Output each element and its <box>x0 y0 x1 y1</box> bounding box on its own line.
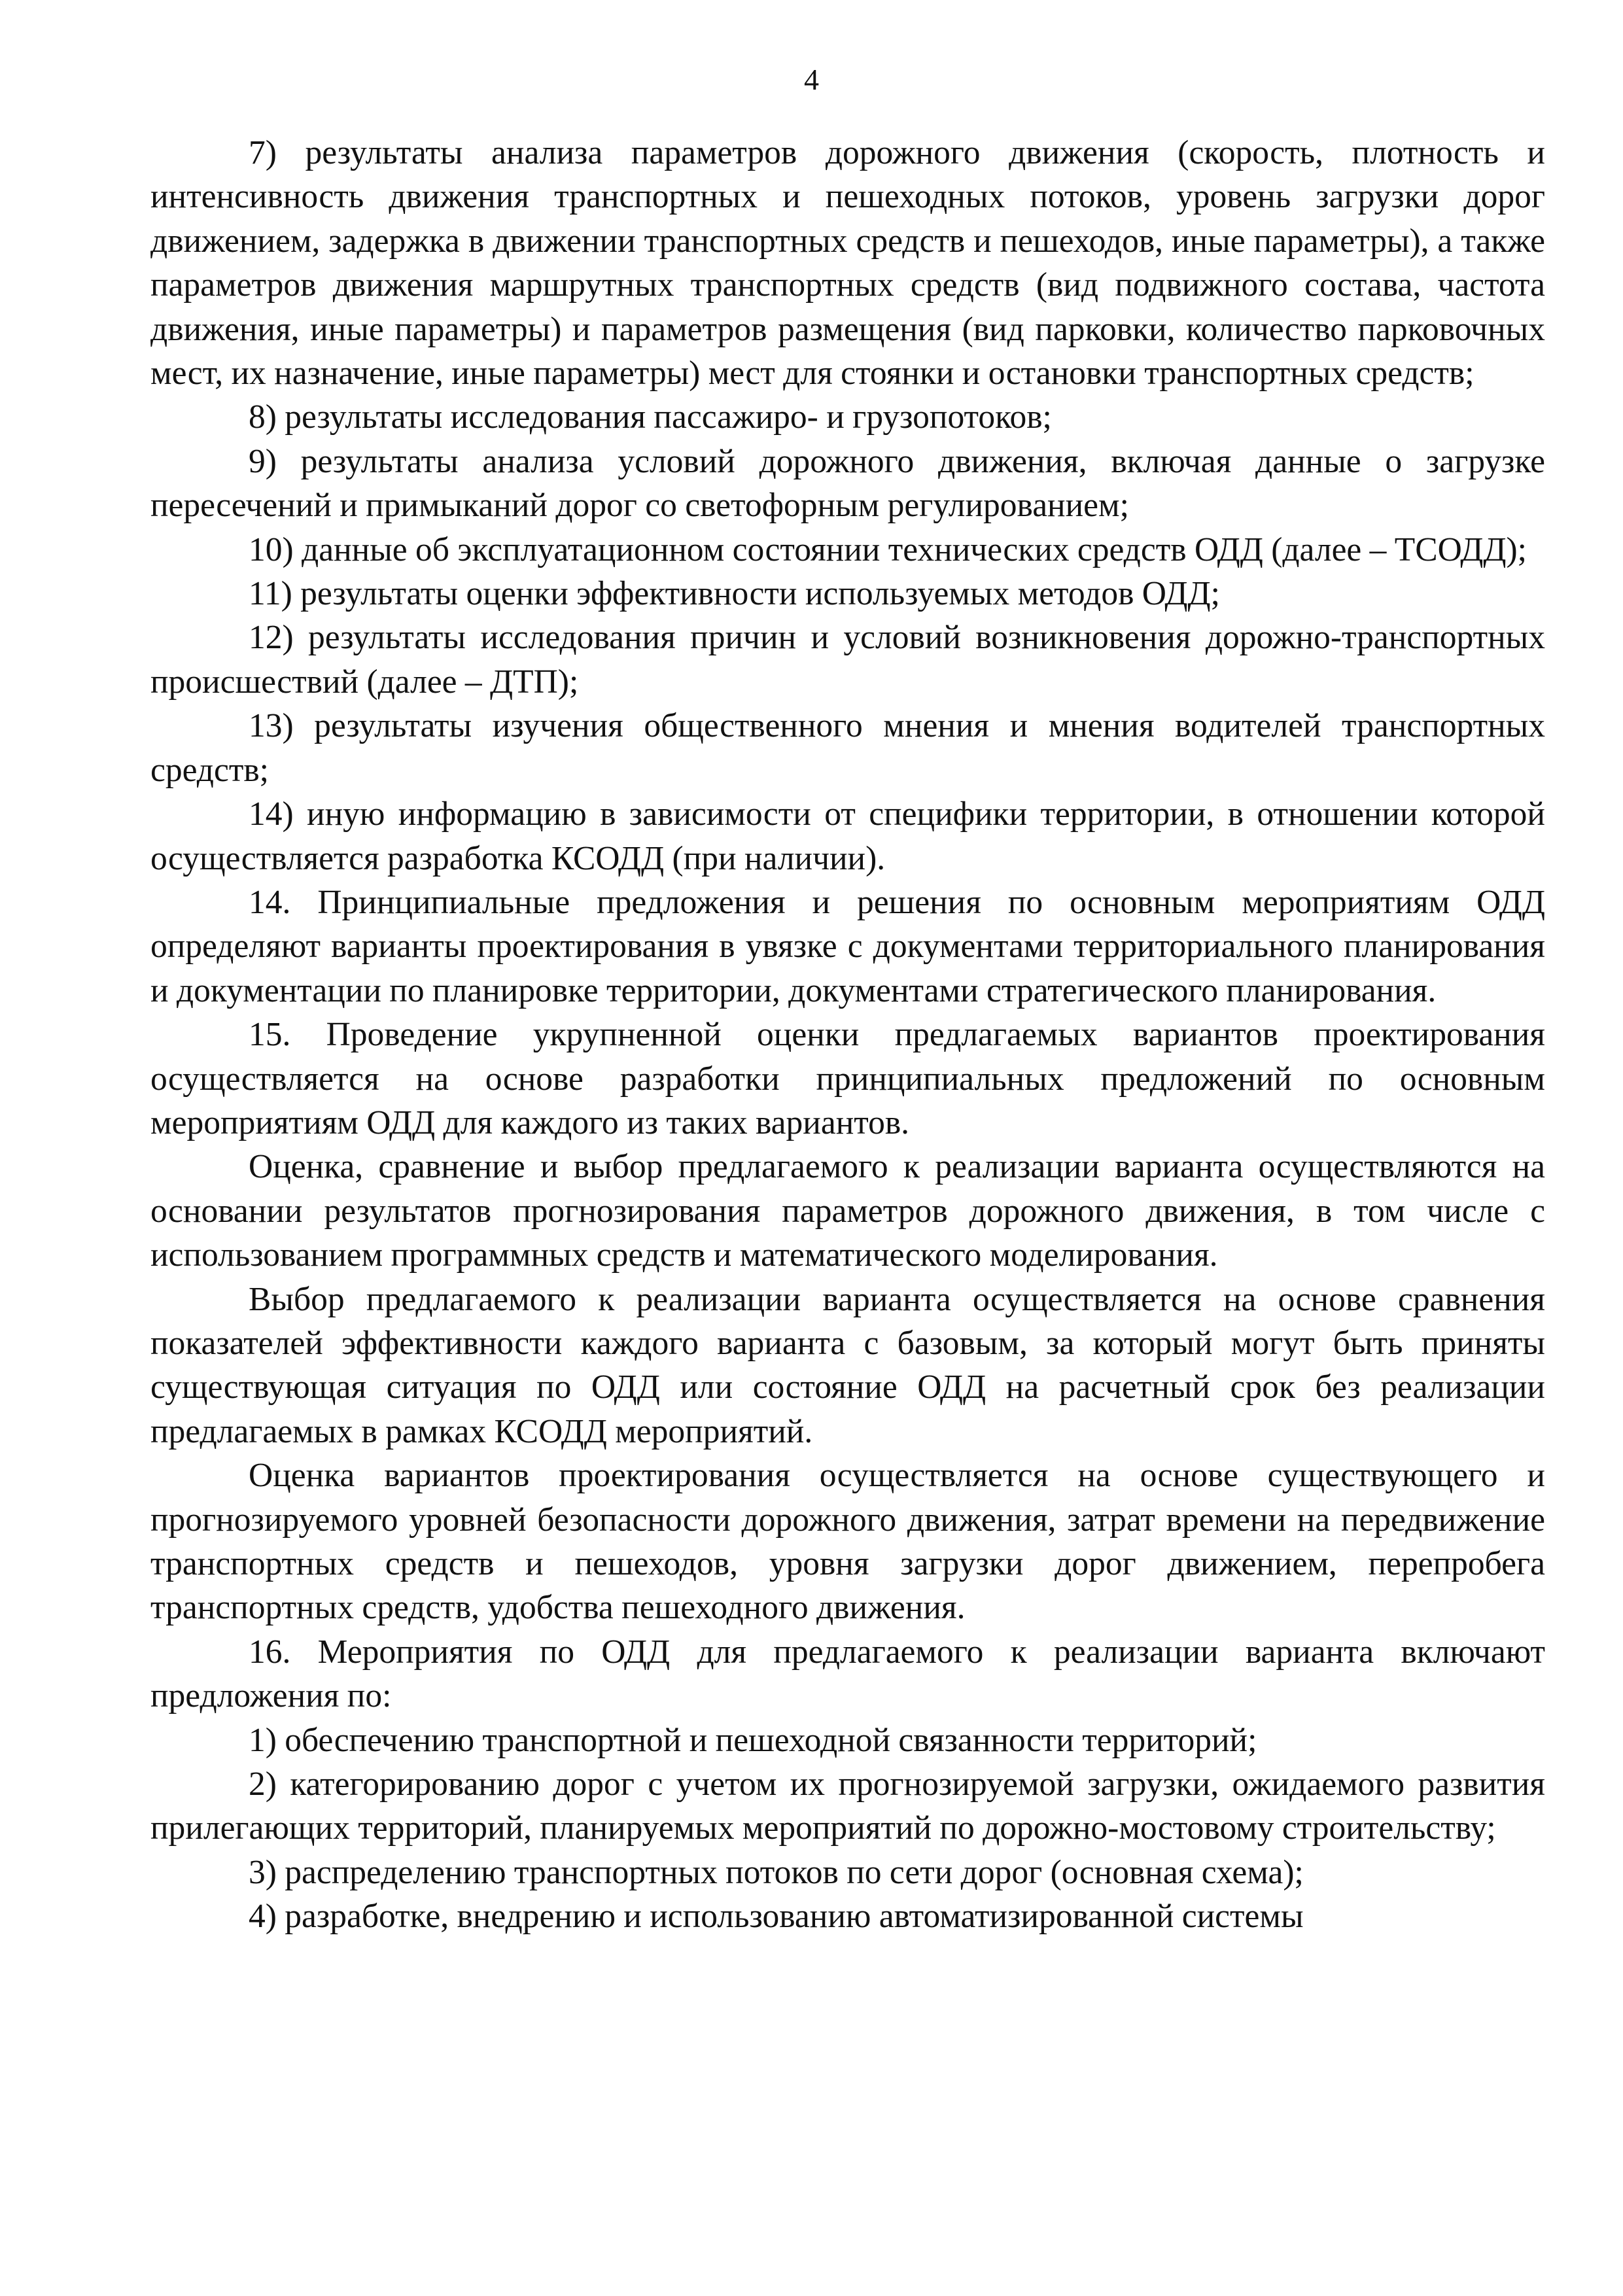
page-number: 4 <box>804 63 819 96</box>
paragraph: 16. Мероприятия по ОДД для предлагаемого к реализации варианта включают предложения по: <box>150 1633 1545 1715</box>
paragraph: 4) разработке, внедрению и использованию автоматизированной системы <box>249 1898 1304 1936</box>
paragraph: 13) результаты изучения общественного мнения и мнения водителей транспортных средств; <box>150 707 1545 789</box>
paragraph: 8) результаты исследования пассажиро- и грузопотоков; <box>249 398 1052 436</box>
paragraph: 9) результаты анализа условий дорожного движения, включая данные о загрузке пересечений и примыканий дорог со светофорным регулированием; <box>150 442 1545 525</box>
paragraph: 10) данные об эксплуатационном состоянии технических средств ОДД (далее – ТСОДД); <box>249 531 1527 568</box>
paragraph: 1) обеспечению транспортной и пешеходной связанности территорий; <box>249 1721 1257 1759</box>
paragraph: Оценка, сравнение и выбор предлагаемого к реализации варианта осуществляются на основании результатов прогнозирования параметров дорожного движения, в том числе с использованием программных средств и математического моделирования. <box>150 1148 1545 1274</box>
paragraph: 14. Принципиальные предложения и решения по основным мероприятиям ОДД определяют варианты проектирования в увязке с документами территориального планирования и документации по планировке территории, документами стратегического планирования. <box>150 883 1545 1009</box>
paragraph: 2) категорированию дорог с учетом их прогнозируемой загрузки, ожидаемого развития прилегающих территорий, планируемых мероприятий по дорожно-мостовому строительству; <box>150 1765 1545 1847</box>
paragraph: Оценка вариантов проектирования осуществляется на основе существующего и прогнозируемого уровней безопасности дорожного движения, затрат времени на передвижение транспортных средств и пешеходов, уровня загрузки дорог движением, перепробега транспортных средств, удобства пешеходного движения. <box>150 1457 1545 1627</box>
paragraph: 14) иную информацию в зависимости от специфики территории, в отношении которой осуществляется разработка КСОДД (при наличии). <box>150 795 1545 877</box>
paragraph: Выбор предлагаемого к реализации варианта осуществляется на основе сравнения показателей эффективности каждого варианта с базовым, за который могут быть приняты существующая ситуация по ОДД или состояние ОДД на расчетный срок без реализации предлагаемых в рамках КСОДД мероприятий. <box>150 1280 1545 1450</box>
paragraph: 7) результаты анализа параметров дорожного движения (скорость, плотность и интенсивность движения транспортных и пешеходных потоков, уровень загрузки дорог движением, задержка в движении транспортных средств и пешеходов, иные параметры), а также параметров движения маршрутных транспортных средств (вид подвижного состава, частота движения, иные параметры) и параметров размещения (вид парковки, количество парковочных мест, их назначение, иные параметры) мест для стоянки и остановки транспортных средств; <box>150 134 1545 392</box>
document-body <box>150 131 1545 1939</box>
paragraph: 11) результаты оценки эффективности используемых методов ОДД; <box>249 575 1220 613</box>
paragraph: 15. Проведение укрупненной оценки предлагаемых вариантов проектирования осуществляется на основе разработки принципиальных предложений по основным мероприятиям ОДД для каждого из таких вариантов. <box>150 1016 1545 1141</box>
paragraph: 3) распределению транспортных потоков по сети дорог (основная схема); <box>249 1853 1304 1891</box>
paragraph: 12) результаты исследования причин и условий возникновения дорожно-транспортных происшествий (далее – ДТП); <box>150 619 1545 701</box>
